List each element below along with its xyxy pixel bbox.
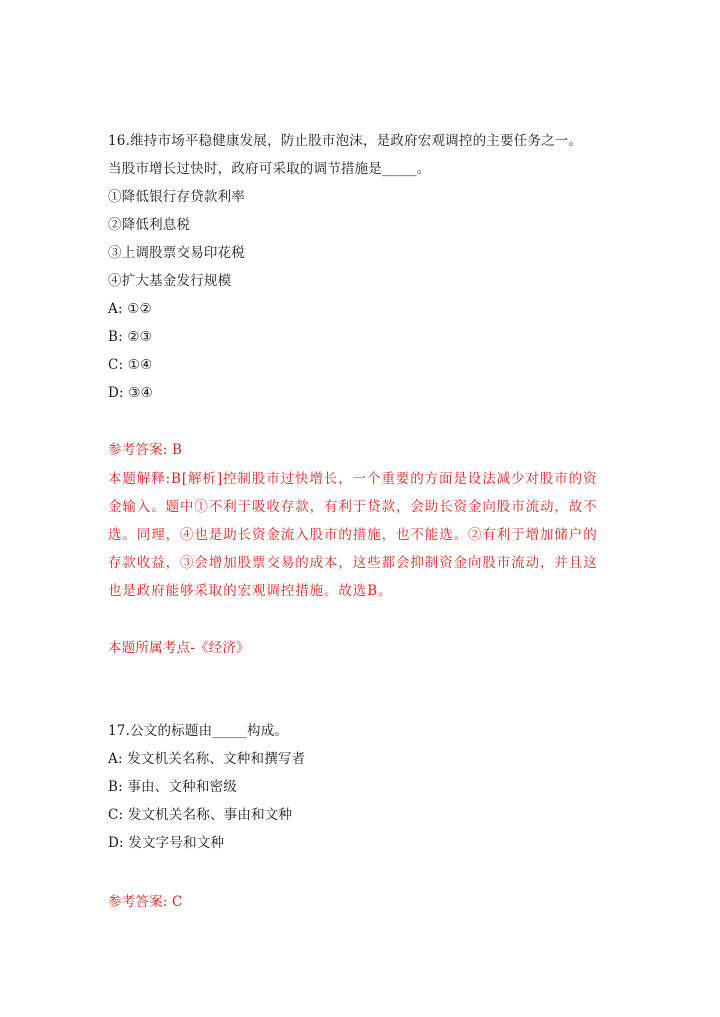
question-17-option-a: A: 发文机关名称、文种和撰写者 <box>108 751 306 767</box>
explanation-line-3: 选。同理，④也是助长资金流入股市的措施，也不能选。②有利于增加储户的 <box>108 527 598 543</box>
question-16-stem-line-1: 16.维持市场平稳健康发展，防止股市泡沫，是政府宏观调控的主要任务之一。 <box>108 133 583 149</box>
explanation-line-2: 金输入。题中①不利于吸收存款，有利于贷款，会助长资金向股市流动，故不 <box>108 499 598 515</box>
explanation-line-4: 存款收益，③会增加股票交易的成本，这些都会抑制资金向股市流动，并且这 <box>108 555 598 571</box>
question-17-answer: 参考答案: C <box>108 894 183 910</box>
question-16-point-block <box>108 634 608 662</box>
question-16-item-4: ④扩大基金发行规模 <box>108 273 232 289</box>
explanation-line-5: 也是政府能够采取的宏观调控措施。故选B。 <box>108 583 393 599</box>
question-16-answer-block <box>108 436 608 464</box>
question-16-answer: 参考答案: B <box>108 442 183 458</box>
question-16 <box>108 127 608 407</box>
question-16-option-a: A: ①② <box>108 301 152 317</box>
question-17-stem: 17.公文的标题由_____构成。 <box>108 723 289 739</box>
question-17 <box>108 717 608 857</box>
question-16-item-2: ②降低利息税 <box>108 217 191 233</box>
question-17-option-d: D: 发文字号和文种 <box>108 835 225 851</box>
question-17-answer-block <box>108 888 608 916</box>
question-16-item-3: ③上调股票交易印花税 <box>108 245 245 261</box>
question-17-option-b: B: 事由、文种和密级 <box>108 779 237 795</box>
question-16-option-d: D: ③④ <box>108 385 153 401</box>
question-16-explanation <box>108 465 608 605</box>
question-16-point: 本题所属考点-《经济》 <box>108 640 250 656</box>
question-16-option-c: C: ①④ <box>108 357 153 373</box>
explanation-line-1: 本题解释:B[解析]控制股市过快增长，一个重要的方面是设法减少对股市的资 <box>108 471 598 487</box>
question-16-option-b: B: ②③ <box>108 329 152 345</box>
question-17-option-c: C: 发文机关名称、事由和文种 <box>108 807 293 823</box>
question-16-stem-line-2: 当股市增长过快时，政府可采取的调节措施是_____。 <box>108 161 431 177</box>
question-16-item-1: ①降低银行存贷款利率 <box>108 189 245 205</box>
